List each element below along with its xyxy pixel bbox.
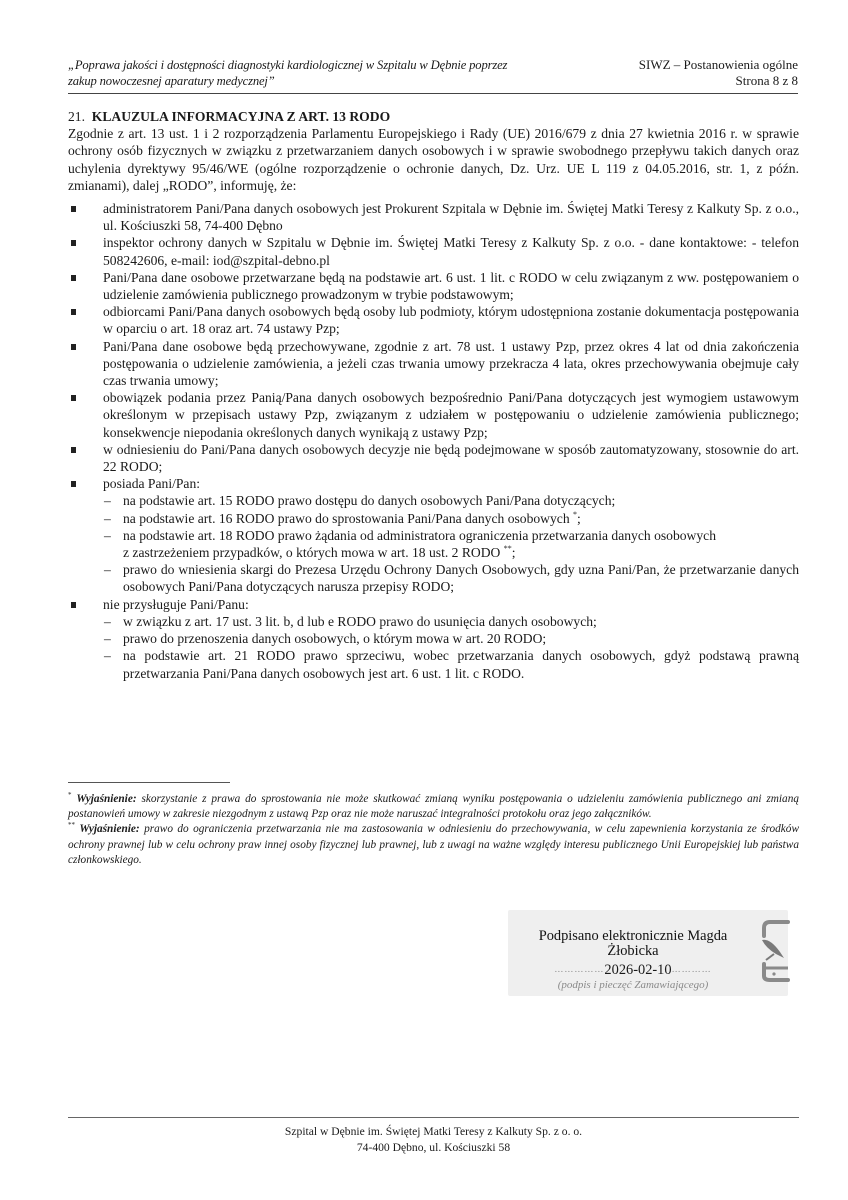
- sub-item: [103, 561, 799, 595]
- clause-item: [68, 303, 799, 337]
- clause-item-no-rights: [68, 596, 799, 682]
- clause-item: [68, 389, 799, 441]
- sub-item-tail: ;: [577, 510, 581, 526]
- signature-date-line: [508, 962, 758, 978]
- clause-item-rights: [68, 475, 799, 595]
- footnote-separator: [68, 782, 230, 783]
- sub-item-text: na podstawie art. 16 RODO prawo do sprostowania Pani/Pana danych osobowych: [123, 510, 574, 526]
- dash-marker: –: [104, 510, 111, 526]
- dash-marker: –: [104, 527, 111, 543]
- section-number: 21.: [68, 109, 85, 124]
- page-header: [68, 57, 798, 94]
- dash-marker: –: [104, 631, 111, 647]
- signature-date: 2026-02-10: [604, 962, 672, 978]
- clause-text: w odniesieniu do Pani/Pana danych osobowych decyzje nie będą podejmowane w sposób zautomatyzowany, stosownie do art. 22 RODO;: [103, 441, 799, 475]
- signature-line1: Podpisano elektronicznie Magda: [538, 928, 728, 944]
- footnote-text: skorzystanie z prawa do sprostowania nie może skutkować zmianą wyniku postępowania o udzieleniu zamówienia publicznego ani zmianą postanowień umowy w zakresie niezgodnym z ustawą Pzp oraz nie może naruszać integralności protokołu oraz jego załączników.: [68, 793, 799, 821]
- sub-item-text: prawo do wniesienia skargi do Prezesa Urzędu Ochrony Danych Osobowych, gdy uzna Pani/Pan, że przetwarzanie danych osobowych Pani/Pana dotyczących narusza przepisy RODO;: [123, 562, 799, 595]
- footnote-ref[interactable]: *: [573, 509, 578, 519]
- footnote-label: Wyjaśnienie:: [79, 823, 140, 836]
- footer-company: Szpital w Dębnie im. Świętej Matki Teresy z Kalkuty Sp. z o. o.: [284, 1125, 583, 1138]
- dotted-line-right: …………: [671, 964, 712, 974]
- doc-section-label: SIWZ – Postanowienia ogólne: [638, 57, 798, 72]
- sub-item: [103, 647, 799, 681]
- document-body: [68, 108, 799, 682]
- footnote-mark: **: [68, 821, 75, 830]
- sub-item: [103, 510, 799, 527]
- rights-list: [103, 492, 799, 595]
- footnote-1: [68, 792, 799, 822]
- clause-text: posiada Pani/Pan:: [103, 476, 201, 492]
- footnote-mark: *: [68, 791, 72, 799]
- clause-item: [68, 269, 799, 303]
- section-intro: Zgodnie z art. 13 ust. 1 i 2 rozporządzenia Parlamentu Europejskiego i Rady (UE) 2016/679 z dnia 27 kwietnia 2016 r. w sprawie ochrony osób fizycznych w związku z przetwarzaniem danych osobowych i w sprawie swobodnego przepływu takich danych oraz uchylenia dyrektywy 95/46/WE (ogólne rozporządzenie o ochronie danych, Dz. Urz. UE L 119 z 04.05.2016, str. 1, z późn. zmianami), dalej „RODO”, informuję, że:: [68, 126, 799, 193]
- sub-item: [103, 613, 799, 630]
- dash-marker: –: [104, 613, 111, 629]
- footnotes: [68, 792, 799, 868]
- signature-caption: (podpis i pieczęć Zamawiającego): [557, 979, 709, 991]
- dash-marker: –: [104, 493, 111, 509]
- clause-text: administratorem Pani/Pana danych osobowych jest Prokurent Szpitala w Dębnie im. Świętej Matki Teresy z Kalkuty Sp. z o.o., ul. Kościuszki 58, 74-400 Dębno: [103, 201, 799, 234]
- sub-item-tail: ;: [511, 545, 516, 561]
- sub-item: [103, 492, 799, 509]
- project-title-line2: zakup nowoczesnej aparatury medycznej”: [68, 74, 275, 88]
- footnote-2: [68, 822, 799, 868]
- project-title: [68, 57, 568, 89]
- sub-item-text: prawo do przenoszenia danych osobowych, o którym mowa w art. 20 RODO;: [123, 631, 547, 647]
- page-footer: [68, 1124, 799, 1155]
- dotted-line-left: ……………: [554, 964, 605, 974]
- page-number: Strona 8 z 8: [735, 73, 798, 88]
- sub-item-text: w związku z art. 17 ust. 3 lit. b, d lub e RODO prawo do usunięcia danych osobowych;: [123, 613, 597, 629]
- footnote-label: Wyjaśnienie:: [76, 793, 137, 805]
- clause-text: odbiorcami Pani/Pana danych osobowych będą osoby lub podmioty, którym udostępniona zostanie dokumentacja postępowania w oparciu o art. 18 oraz art. 74 ustawy Pzp;: [103, 304, 799, 337]
- footer-address: 74-400 Dębno, ul. Kościuszki 58: [356, 1140, 511, 1154]
- clause-text: Pani/Pana dane osobowe przetwarzane będą na podstawie art. 6 ust. 1 lit. c RODO w celu związanym z ww. postępowaniem o udzielenie zamówienia publicznego prowadzonym w trybie podstawowym;: [103, 269, 799, 303]
- clause-text: inspektor ochrony danych w Szpitalu w Dębnie im. Świętej Matki Teresy z Kalkuty Sp. z o.o. - dane kontaktowe: - telefon 508242606, e-mail: iod@szpital-debno.pl: [103, 235, 799, 268]
- project-title-line1: „Poprawa jakości i dostępności diagnostyki kardiologicznej w Szpitalu w Dębnie poprzez: [68, 58, 508, 72]
- clause-list: [68, 200, 799, 682]
- signature-signer: Żłobicka: [607, 943, 659, 959]
- dash-marker: –: [104, 648, 111, 664]
- footnote-ref[interactable]: **: [503, 544, 512, 554]
- section-heading: [68, 108, 799, 125]
- clause-item: [68, 441, 799, 475]
- clause-item: [68, 338, 799, 390]
- sub-item: [103, 527, 799, 561]
- sub-item-text: na podstawie art. 15 RODO prawo dostępu do danych osobowych Pani/Pana dotyczących;: [123, 493, 616, 509]
- sub-item-text: na podstawie art. 21 RODO prawo sprzeciwu, wobec przetwarzania danych osobowych, gdyż podstawą prawną przetwarzania Pani/Pana danych osobowych jest art. 6 ust. 1 lit. c RODO.: [123, 648, 799, 681]
- clause-text: Pani/Pana dane osobowe będą przechowywane, zgodnie z art. 78 ust. 1 ustawy Pzp, przez okres 4 lat od dnia zakończenia postępowania o udzielenie zamówienia, a jeżeli czas trwania umowy przekracza 4 lata, okres przechowywania obejmuje cały czas trwania umowy;: [103, 338, 799, 389]
- sub-item: [103, 630, 799, 647]
- e-signature-icon: [760, 918, 792, 984]
- dash-marker: –: [104, 562, 111, 578]
- sub-item-text: na podstawie art. 18 RODO prawo żądania od administratora ograniczenia przetwarzania danych osobowych: [123, 527, 716, 543]
- no-rights-list: [103, 613, 799, 682]
- clause-item: [68, 200, 799, 234]
- clause-text: obowiązek podania przez Panią/Pana danych osobowych bezpośrednio Pani/Pana dotyczących jest wymogiem ustawowym określonym w przepisach ustawy Pzp, związanym z udziałem w postępowaniu o udzielenie zamówienia publicznego; konsekwencje niepodania określonych danych wynikają z ustawy Pzp;: [103, 390, 799, 440]
- footnote-text: prawo do ograniczenia przetwarzania nie ma zastosowania w odniesieniu do przechowywania, w celu zapewnienia korzystania ze środków ochrony prawnej lub w celu ochrony praw innej osoby fizycznej lub prawnej, lub z uwagi na ważne względy interesu publicznego Unii Europejskiej lub państwa członkowskiego.: [68, 823, 799, 866]
- clause-item: [68, 234, 799, 268]
- signature-text: [508, 929, 758, 959]
- sub-item-text-cont: z zastrzeżeniem przypadków, o których mowa w art. 18 ust. 2 RODO: [123, 545, 504, 561]
- document-label: [639, 57, 798, 89]
- clause-text: nie przysługuje Pani/Panu:: [103, 596, 249, 612]
- electronic-signature-box[interactable]: [508, 910, 788, 996]
- section-title: KLAUZULA INFORMACYJNA Z ART. 13 RODO: [91, 109, 391, 124]
- footer-separator: [68, 1117, 799, 1118]
